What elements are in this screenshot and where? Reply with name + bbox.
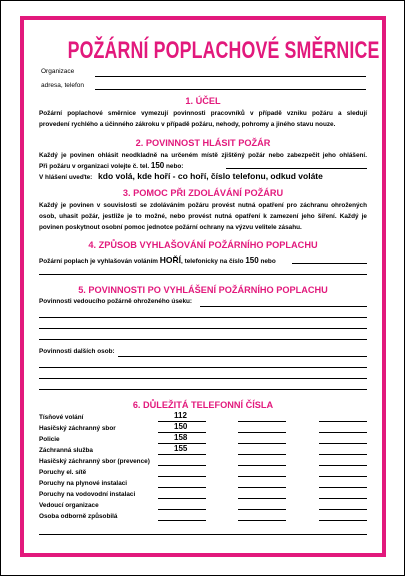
adresa-label: adresa, telefon: [41, 82, 85, 89]
phone-entry-line[interactable]: [319, 509, 367, 510]
phone-entry-line[interactable]: [238, 443, 286, 444]
alarm-extra-line[interactable]: [39, 274, 367, 275]
phone-entry-line[interactable]: [158, 476, 206, 477]
section-2-line-3: [39, 171, 323, 181]
duties-manager-line[interactable]: [39, 317, 367, 318]
phone-entry-line[interactable]: [158, 432, 206, 433]
section-4-line: [39, 255, 276, 265]
page-title: POŽÁRNÍ POPLACHOVÉ SMĚRNICE: [67, 37, 380, 64]
section-1-line-1: Požární poplachové směrnice vymezují povinnosti pracovníků v případě vzniku požáru a sledují: [39, 110, 367, 117]
phone-entry-line[interactable]: [319, 520, 367, 521]
phone-entry-line[interactable]: [319, 421, 367, 422]
duties-manager-field[interactable]: [200, 306, 367, 307]
phone-entry-line[interactable]: [238, 509, 286, 510]
phone-entry-line[interactable]: [319, 454, 367, 455]
phone-entry-line[interactable]: [158, 498, 206, 499]
organizace-field[interactable]: [95, 76, 366, 77]
section-2-line-2: [39, 161, 183, 170]
phone-entry-line[interactable]: [319, 443, 367, 444]
phone-entry-line[interactable]: [319, 487, 367, 488]
phone-label: Osoba odborně způsobilá: [39, 513, 118, 520]
phone-entry-line[interactable]: [319, 498, 367, 499]
phone-number: 150: [174, 422, 188, 431]
phone-entry-line[interactable]: [238, 421, 286, 422]
duties-manager-line[interactable]: [39, 339, 367, 340]
phone-entry-line[interactable]: [238, 520, 286, 521]
phone-entry-line[interactable]: [158, 520, 206, 521]
phone-label: Vedoucí organizace: [39, 502, 99, 509]
report-include-label: V hlášení uveďte:: [39, 174, 93, 181]
alarm-phone-text: , telefonicky na číslo: [181, 258, 244, 265]
duties-manager-line[interactable]: [39, 328, 367, 329]
section-2-heading: 2. POVINNOST HLÁSIT POŽÁR: [135, 138, 271, 148]
section-5-heading: 5. POVINNOSTI PO VYHLÁŠENÍ POŽÁRNÍHO POPLACHU: [78, 285, 328, 295]
phone-entry-line[interactable]: [319, 476, 367, 477]
section-3-line-2: osob, uhasit požár, jestliže je to možné, nebo provést nutná opatření k zamezení jeho šíření. Každý je: [39, 213, 367, 220]
alt-number-field[interactable]: [226, 168, 367, 169]
phone-bottom-line[interactable]: [39, 534, 367, 535]
phone-label: Poruchy el. sítě: [39, 469, 87, 476]
phone-entry-line[interactable]: [238, 432, 286, 433]
call-number-text: Při požáru v organizaci volejte č. tel.: [39, 163, 150, 170]
section-3-line-1: Každý je povinen v souvislosti se zdoláváním požáru provést nutná opatření pro záchranu ohrožených: [39, 202, 367, 209]
alarm-word: HOŘÍ: [159, 255, 182, 265]
alarm-or: nebo: [260, 258, 276, 265]
phone-entry-line[interactable]: [319, 432, 367, 433]
section-3-heading: 3. POMOC PŘI ZDOLÁVÁNÍ POŽÁRU: [122, 188, 284, 198]
phone-entry-line[interactable]: [158, 443, 206, 444]
phone-number: 158: [174, 433, 188, 442]
phone-label: Tísňové volání: [39, 414, 84, 421]
phone-entry-line[interactable]: [238, 476, 286, 477]
phone-label: Policie: [39, 436, 60, 443]
phone-label: Poruchy na vodovodní instalaci: [39, 491, 136, 498]
phone-entry-line[interactable]: [158, 465, 206, 466]
section-4-heading: 4. ZPŮSOB VYHLAŠOVÁNÍ POŽÁRNÍHO POPLACHU: [88, 240, 318, 250]
section-1-line-2: provedení rychlého a účinného zákroku v případě požáru, nehody, pohromy a jiného stavu nouze.: [39, 121, 336, 128]
phone-entry-line[interactable]: [158, 487, 206, 488]
phone-entry-line[interactable]: [238, 498, 286, 499]
section-2-line-1: Každý je povinen ohlásit neodkladně na určeném místě zjištěný požár nebo zabezpečit jeho ohlášení.: [39, 152, 367, 159]
adresa-field[interactable]: [95, 89, 366, 90]
phone-label: Poruchy na plynové instalaci: [39, 480, 128, 487]
phone-entry-line[interactable]: [238, 465, 286, 466]
phone-number: 155: [174, 444, 188, 453]
phone-entry-line[interactable]: [238, 454, 286, 455]
duties-others-label: Povinnosti dalších osob:: [39, 348, 115, 355]
call-number-or: nebo:: [166, 163, 184, 170]
organizace-label: Organizace: [41, 68, 75, 75]
section-3-line-3: povinen poskytnout osobní pomoc jednotce požární ochrany na výzvu velitele zásahu.: [39, 224, 302, 231]
phone-label: Hasičský záchranný sbor: [39, 425, 116, 432]
duties-others-line[interactable]: [39, 367, 367, 368]
phone-entry-line[interactable]: [319, 465, 367, 466]
duties-others-field[interactable]: [118, 356, 367, 357]
phone-number: 112: [174, 411, 187, 420]
alarm-number: 150: [245, 256, 259, 265]
section-1-heading: 1. ÚČEL: [185, 96, 221, 106]
alarm-alt-field[interactable]: [292, 263, 367, 264]
phone-entry-line[interactable]: [158, 454, 206, 455]
section-6-heading: 6. DŮLEŽITÁ TELEFONNÍ ČÍSLA: [132, 400, 274, 410]
phone-label: Hasičský záchranný sbor (prevence): [39, 458, 150, 465]
phone-label: Záchranná služba: [39, 447, 93, 454]
duties-manager-label: Povinnosti vedoucího požárně ohroženého úseku:: [39, 298, 193, 305]
duties-others-line[interactable]: [39, 378, 367, 379]
phone-entry-line[interactable]: [158, 421, 206, 422]
alarm-text: Požární poplach je vyhlašován voláním: [39, 258, 158, 265]
duties-others-line[interactable]: [39, 389, 367, 390]
phone-entry-line[interactable]: [158, 509, 206, 510]
phone-entry-line[interactable]: [238, 487, 286, 488]
call-number: 150: [150, 161, 165, 170]
report-include-items: kdo volá, kde hoří - co hoří, číslo telefonu, odkud voláte: [98, 171, 323, 181]
